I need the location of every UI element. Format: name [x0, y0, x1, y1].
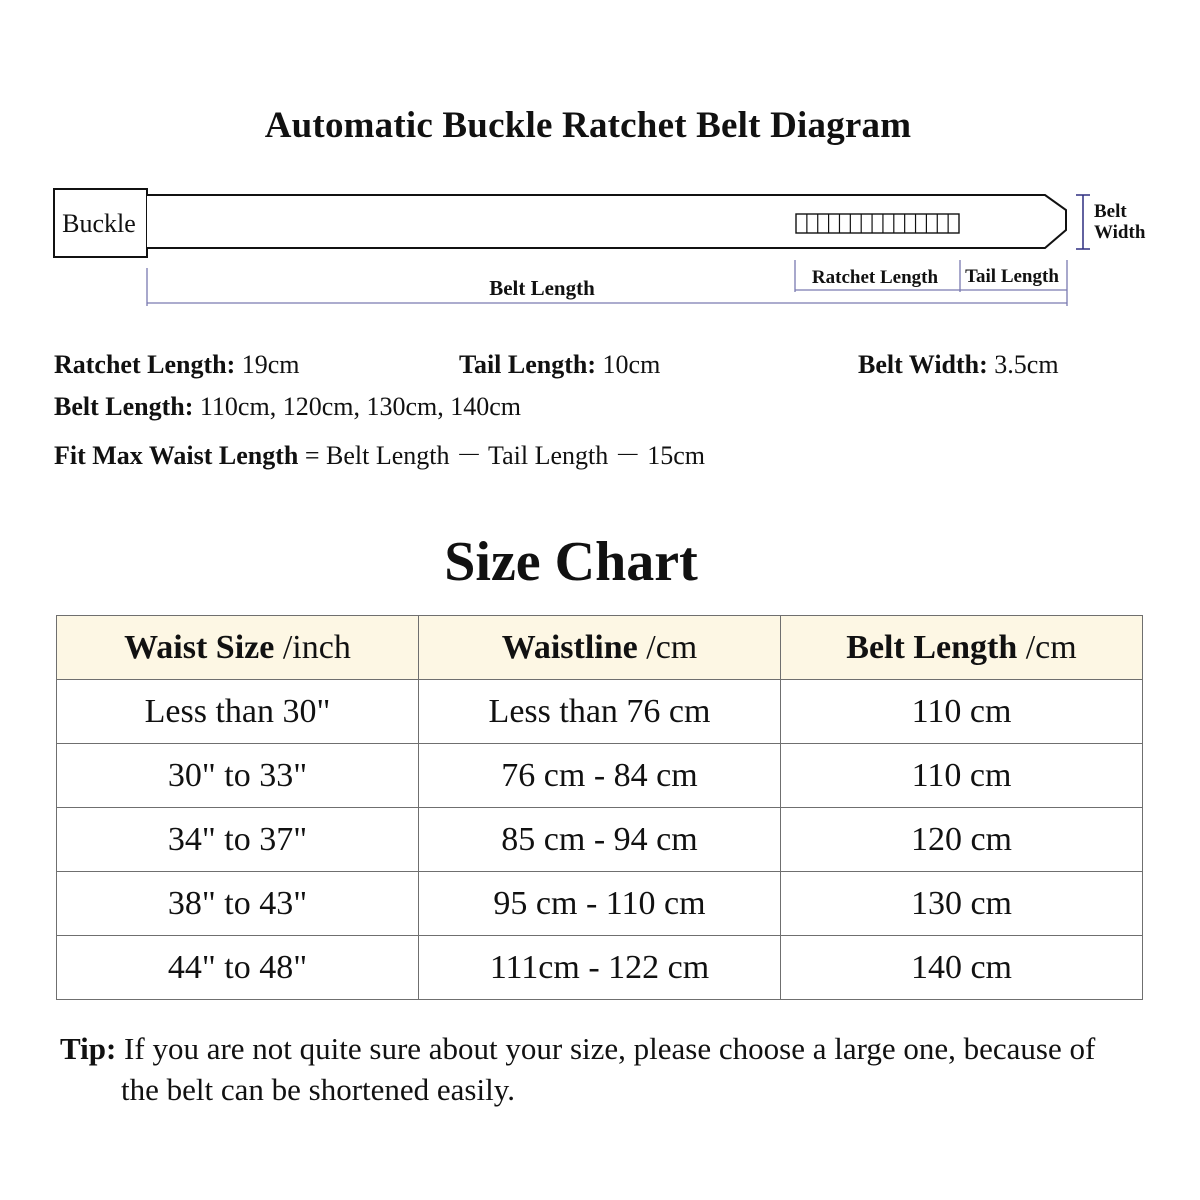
cell-waistline: 111cm - 122 cm	[419, 936, 781, 1000]
spec-ratchet-value: 19cm	[241, 350, 300, 379]
spec-belt-length-value: 110cm, 120cm, 130cm, 140cm	[199, 392, 521, 421]
spec-formula	[54, 435, 705, 472]
diagram-title: Automatic Buckle Ratchet Belt Diagram	[264, 105, 912, 146]
spec-belt-length	[54, 392, 521, 422]
cell-belt-length: 130 cm	[781, 872, 1143, 936]
ratchet-length-label: Ratchet Length	[811, 267, 939, 288]
cell-waistline: 95 cm - 110 cm	[419, 872, 781, 936]
spec-belt-length-label: Belt Length:	[54, 392, 194, 421]
cell-waist-size: Less than 30"	[57, 680, 419, 744]
belt-width-label-2: Width	[1094, 222, 1146, 243]
table-row	[57, 872, 1143, 936]
table-row	[57, 744, 1143, 808]
tip	[60, 1028, 1140, 1110]
cell-belt-length: 110 cm	[781, 680, 1143, 744]
header-waistline: Waistline /cm	[419, 616, 781, 680]
cell-waist-size: 44" to 48"	[57, 936, 419, 1000]
spec-ratchet	[54, 350, 300, 380]
cell-waist-size: 30" to 33"	[57, 744, 419, 808]
spec-width-label: Belt Width:	[858, 350, 988, 379]
tip-line-1: If you are not quite sure about your size, please choose a large one, because of	[124, 1031, 1096, 1066]
cell-waist-size: 34" to 37"	[57, 808, 419, 872]
tail-length-label: Tail Length	[965, 266, 1059, 287]
cell-waist-size: 38" to 43"	[57, 872, 419, 936]
spec-ratchet-label: Ratchet Length:	[54, 350, 236, 379]
table-row	[57, 936, 1143, 1000]
belt-length-label: Belt Length	[489, 276, 595, 300]
cell-waistline: 76 cm - 84 cm	[419, 744, 781, 808]
spec-width	[858, 350, 1059, 380]
spec-width-value: 3.5cm	[994, 350, 1059, 379]
size-table-header-row	[57, 616, 1143, 680]
table-row	[57, 680, 1143, 744]
buckle-label: Buckle	[62, 209, 136, 238]
spec-tail	[459, 350, 660, 380]
tip-line-2: the belt can be shortened easily.	[121, 1072, 515, 1107]
cell-waistline: Less than 76 cm	[419, 680, 781, 744]
ratchet-teeth	[796, 214, 959, 233]
cell-belt-length: 120 cm	[781, 808, 1143, 872]
cell-belt-length: 110 cm	[781, 744, 1143, 808]
size-table	[56, 615, 1143, 1000]
cell-belt-length: 140 cm	[781, 936, 1143, 1000]
size-chart-title: Size Chart	[444, 531, 698, 593]
spec-formula-value: = Belt Length － Tail Length － 15cm	[304, 441, 705, 470]
belt-width-label-1: Belt	[1094, 201, 1127, 222]
spec-tail-value: 10cm	[602, 350, 661, 379]
cell-waistline: 85 cm - 94 cm	[419, 808, 781, 872]
header-waist-size: Waist Size /inch	[57, 616, 419, 680]
ratchet-frame	[796, 214, 959, 233]
spec-formula-label: Fit Max Waist Length	[54, 441, 299, 470]
belt-diagram	[0, 170, 1200, 320]
header-belt-length: Belt Length /cm	[781, 616, 1143, 680]
spec-tail-label: Tail Length:	[459, 350, 597, 379]
table-row	[57, 808, 1143, 872]
tip-label: Tip:	[60, 1031, 117, 1066]
